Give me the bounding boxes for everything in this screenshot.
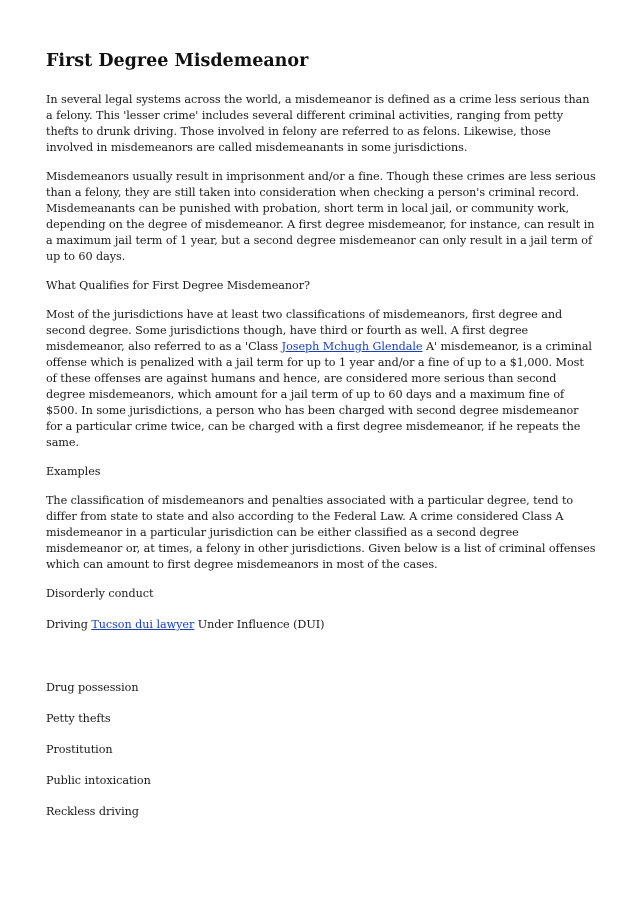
document-page bbox=[46, 50, 598, 835]
list-item-public-intoxication: Public intoxication bbox=[46, 774, 151, 787]
list-item-dui-text-after: Under Influence (DUI) bbox=[194, 618, 325, 631]
paragraph-examples: The classification of misdemeanors and penalties associated with a particular degree, tend to differ from state to state and also according to the Federal Law. A crime considered Class A misdemeanor in a particular jurisdiction can be either classified as a second degree misdemeanor or, at times, a felony in other jurisdictions. Given below is a list of criminal offenses which can amount to first degree misdemeanors in most of the cases. bbox=[46, 494, 596, 571]
joseph-mchugh-glendale-link[interactable]: Joseph Mchugh Glendale bbox=[281, 340, 423, 353]
list-item-reckless-driving: Reckless driving bbox=[46, 805, 139, 818]
paragraph-classifications bbox=[46, 307, 598, 451]
list-item-prostitution: Prostitution bbox=[46, 743, 113, 756]
paragraph-classifications-text-before: Most of the jurisdictions have at least two classifications of misdemeanors, first degree and second degree. Some jurisdictions though, have third or fourth as well. A first degree misdemeanor, also referred to as a 'Class bbox=[46, 308, 563, 353]
list-item-dui-text-before: Driving bbox=[46, 618, 92, 631]
paragraph-punishment: Misdemeanors usually result in imprisonment and/or a fine. Though these crimes are less serious than a felony, they are still taken into consideration when checking a person's criminal record. Misdemeanants can be punished with probation, short term in local jail, or community work, depending on the degree of misdemeanor. A first degree misdemeanor, for instance, can result in a maximum jail term of 1 year, but a second degree misdemeanor can only result in a jail term of up to 60 days. bbox=[46, 170, 596, 263]
paragraph-intro: In several legal systems across the world, a misdemeanor is defined as a crime less serious than a felony. This 'lesser crime' includes several different criminal activities, ranging from petty thefts to drunk driving. Those involved in felony are referred to as felons. Likewise, those involved in misdemeanors are called misdemeanants in some jurisdictions. bbox=[46, 93, 590, 154]
list-item-petty-thefts: Petty thefts bbox=[46, 712, 111, 725]
list-item-disorderly-conduct: Disorderly conduct bbox=[46, 587, 154, 600]
list-item-dui bbox=[46, 617, 598, 633]
blank-spacer bbox=[46, 648, 598, 680]
tucson-dui-lawyer-link[interactable]: Tucson dui lawyer bbox=[91, 618, 195, 631]
subheading-examples: Examples bbox=[46, 465, 101, 478]
subheading-what-qualifies: What Qualifies for First Degree Misdemeanor? bbox=[46, 279, 310, 292]
list-item-drug-possession: Drug possession bbox=[46, 681, 139, 694]
paragraph-classifications-text-after: A' misdemeanor, is a criminal offense which is penalized with a jail term for up to 1 year and/or a fine of up to a $1,000. Most of these offenses are against humans and hence, are considered more serious than second degree misdemeanors, which amount for a jail term of up to 60 days and a maximum fine of $500. In some jurisdictions, a person who has been charged with second degree misdemeanor for a particular crime twice, can be charged with a first degree misdemeanor, if he repeats the same. bbox=[46, 340, 592, 449]
page-title: First Degree Misdemeanor bbox=[46, 51, 309, 71]
